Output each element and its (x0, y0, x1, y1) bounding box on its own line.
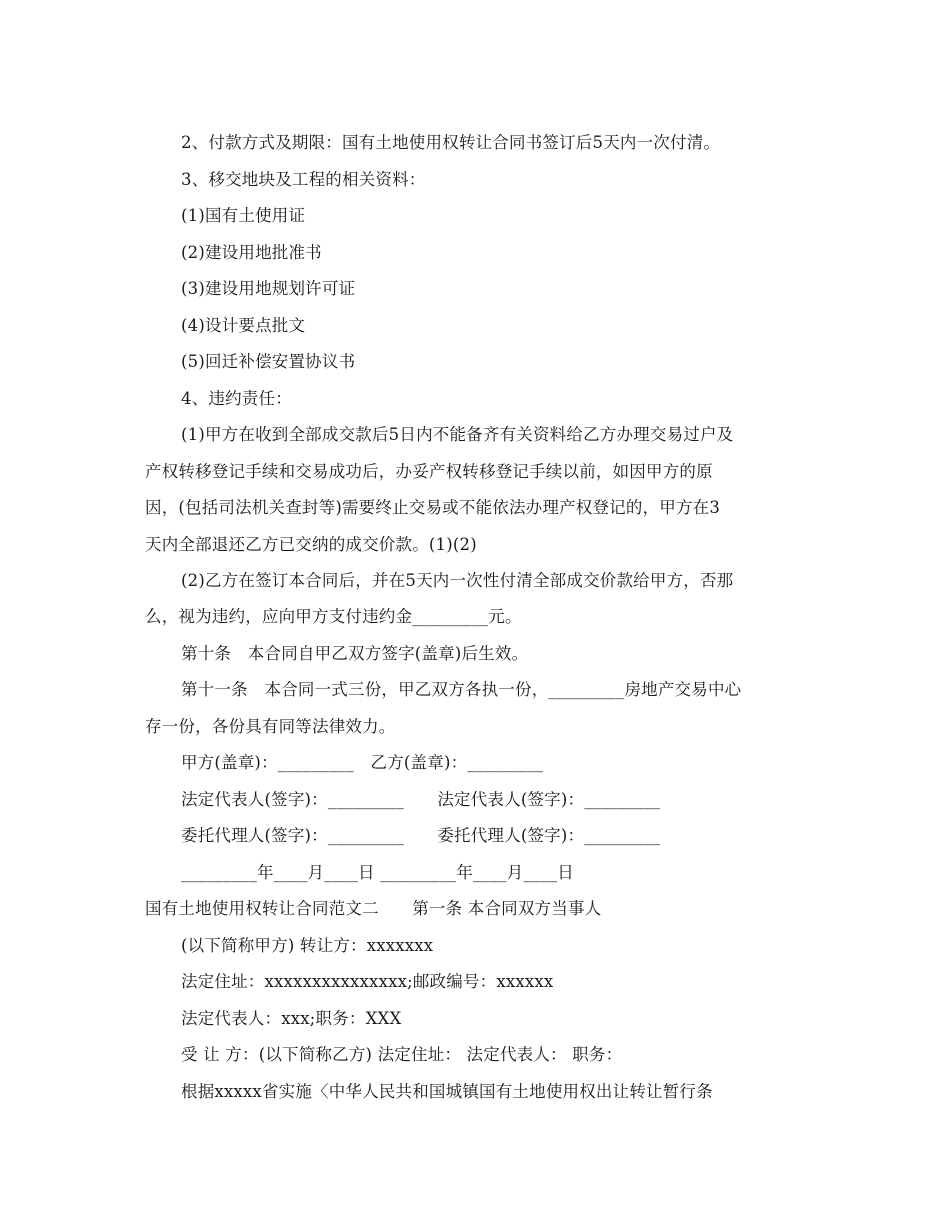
text-line: _________年____月____日 _________年____月____日 (181, 863, 574, 882)
text-line: 天内全部退还乙方已交纳的成交价款。(1)(2) (145, 535, 477, 554)
text-line: (1)国有土使用证 (181, 206, 306, 225)
text-line: 第十一条 本合同一式三份，甲乙双方各执一份，_________房地产交易中心 (181, 680, 742, 699)
text-line: (1)甲方在收到全部成交款后5日内不能备齐有关资料给乙方办理交易过户及 (181, 425, 734, 444)
text-line: (4)设计要点批文 (181, 316, 306, 335)
text-line: 法定代表人：xxx;职务：XXX (181, 1009, 402, 1028)
text-line: 存一份，各份具有同等法律效力。 (145, 717, 396, 736)
text-line: 甲方(盖章)：_________ 乙方(盖章)：_________ (181, 753, 544, 772)
text-line: 2、付款方式及期限：国有土地使用权转让合同书签订后5天内一次付清。 (181, 133, 721, 152)
text-line: (2)乙方在签订本合同后，并在5天内一次性付清全部成交价款给甲方，否那 (181, 571, 734, 590)
text-line: 受 让 方：(以下简称乙方) 法定住址： 法定代表人： 职务： (181, 1045, 623, 1064)
text-line: 法定住址：xxxxxxxxxxxxxxx;邮政编号：xxxxxx (181, 972, 554, 991)
text-line: 第十条 本合同自甲乙双方签字(盖章)后生效。 (181, 644, 529, 663)
text-line: 法定代表人(签字)：_________ 法定代表人(签字)：_________ (181, 790, 661, 809)
text-line: (3)建设用地规划许可证 (181, 279, 356, 298)
text-line: 委托代理人(签字)：_________ 委托代理人(签字)：_________ (181, 826, 661, 845)
text-line: 产权转移登记手续和交易成功后，办妥产权转移登记手续以前，如因甲方的原 (145, 462, 713, 481)
text-line: 4、违约责任： (181, 389, 292, 408)
text-line: 么，视为违约，应向甲方支付违约金_________元。 (145, 607, 522, 626)
text-line: (5)回迁补偿安置协议书 (181, 352, 356, 371)
text-line: 因，(包括司法机关查封等)需要终止交易或不能依法办理产权登记的，甲方在3 (145, 498, 721, 517)
text-line: 3、移交地块及工程的相关资料： (181, 170, 426, 189)
text-line: (2)建设用地批准书 (181, 243, 322, 262)
text-line: (以下简称甲方) 转让方：xxxxxxx (181, 936, 434, 955)
text-line: 根据xxxxx省实施〈中华人民共和国城镇国有土地使用权出让转让暂行条 (181, 1082, 713, 1101)
text-line: 国有土地使用权转让合同范文二 第一条 本合同双方当事人 (145, 899, 602, 918)
